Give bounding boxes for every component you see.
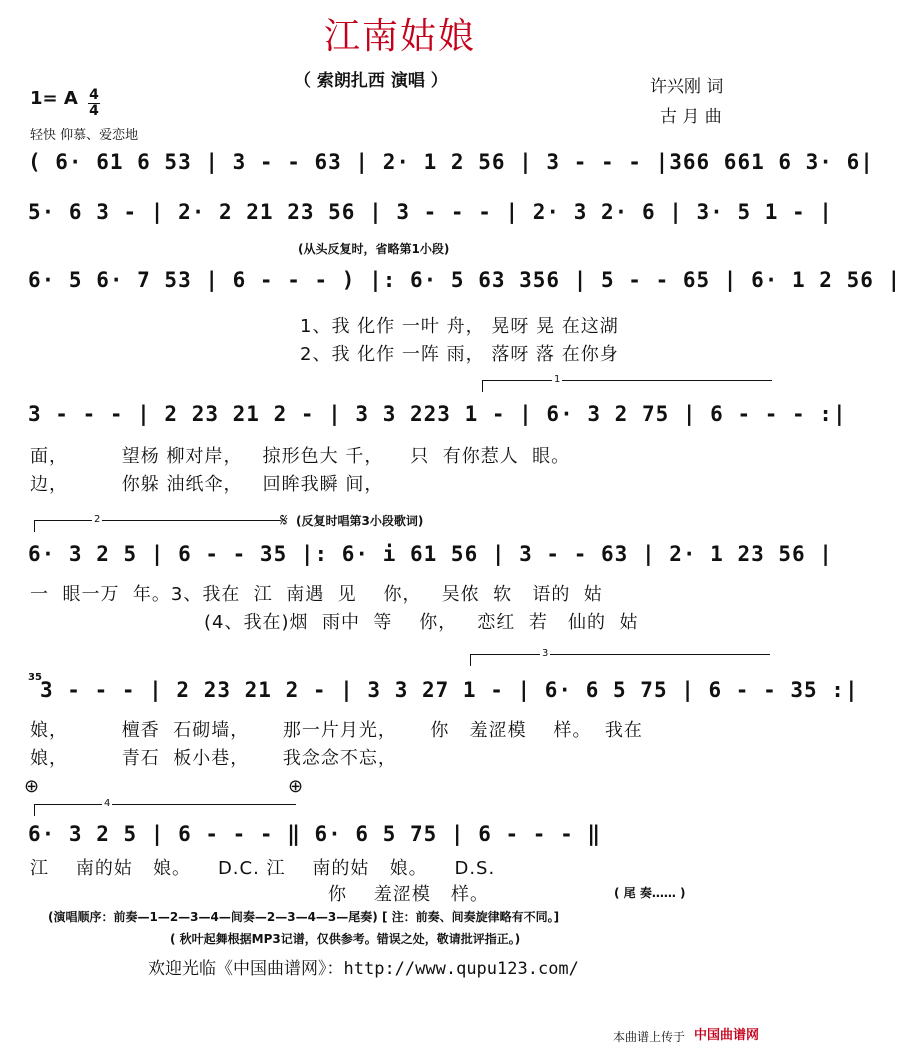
singing-order: (演唱顺序：前奏—1—2—3—4—间奏—2—3—4—3—尾奏) [ 注：前奏、间奏旋律略有不同。] [48,910,560,924]
notation-row-3: 6· 5 6· 7 53 | 6 - - - ) |: 6· 5 63 356 | 5 - - 65 | 6· 1 2 56 | [28,268,901,292]
site-logo: 中国曲谱网 [694,1028,760,1043]
notation-row-7: 6· 3 2 5 | 6 - - - ‖ 6· 6 5 75 | 6 - - - ‖ [28,822,602,846]
lyrics-row-7a: 江 南的姑 娘。 D.C. 江 南的姑 娘。 D.S. [30,858,496,879]
notation-row-4: 3 - - - | 2 23 21 2 - | 3 3 223 1 - | 6· 3 2 75 | 6 - - - :| [28,402,847,426]
notation-row-6: 3 - - - | 2 23 21 2 - | 3 3 27 1 - | 6· 6 5 75 | 6 - - 35 :| [40,678,859,702]
welcome-line: 欢迎光临《中国曲谱网》：http://www.qupu123.com/ [148,959,579,979]
repeat-note-1: (从头反复时，省略第1小段) [298,242,450,256]
lyrics-verse-1: 1、我 化作 一叶 舟， 晃呀 晃 在这湖 [300,316,619,337]
volta-2-bracket [34,520,280,521]
lyricist: 许兴刚 词 [650,77,724,97]
volta-1-tick [482,380,483,392]
notation-row-2: 5· 6 3 - | 2· 2 21 23 56 | 3 - - - | 2· 3 2· 6 | 3· 5 1 - | [28,200,833,224]
coda-sign-left: ⊕ [24,776,40,797]
volta-4-bracket [34,804,296,805]
grace-note: 35 [28,672,42,683]
lyrics-verse-2: 2、我 化作 一阵 雨， 落呀 落 在你身 [300,344,619,365]
notation-row-5: 6· 3 2 5 | 6 - - 35 |: 6· i 61 56 | 3 - - 63 | 2· 1 23 56 | [28,542,833,566]
lyrics-row-4a: 面， 望杨 柳对岸， 掠形色大 千， 只 有你惹人 眼。 [30,446,571,467]
volta-1-bracket [482,380,772,381]
tempo-marking: 轻快 仰慕、爱恋地 [30,128,139,143]
volta-4-tick [34,804,35,816]
volta-3-number: 3 [542,648,549,659]
volta-1-number: 1 [554,374,561,385]
song-title: 江南姑娘 [323,16,476,57]
volta-3-tick [470,654,471,666]
outro-note: ( 尾 奏…… ) [614,886,686,900]
performer: （ 索朗扎西 演唱 ） [294,71,448,91]
volta-2-tick [34,520,35,532]
time-sig-bottom: 4 [89,103,99,119]
uploaded-at-label: 本曲谱上传于 [613,1030,686,1044]
volta-4-number: 4 [104,798,111,809]
volta-2-number: 2 [94,514,101,525]
repeat-note-2: (反复时唱第3小段歌词) [296,514,424,528]
notation-row-1: ( 6· 61 6 53 | 3 - - 63 | 2· 1 2 56 | 3 - - - |366 661 6 3· 6| [28,150,874,174]
transcriber-credit: ( 秋叶起舞根据MP3记谱，仅供参考。错误之处，敬请批评指正。) [170,932,521,946]
segno-sign: 𝄋 [280,510,288,531]
lyrics-row-5b: (4、我在)烟 雨中 等 你， 恋红 若 仙的 姑 [204,612,639,633]
lyrics-row-5a: 一 眼一万 年。3、我在 江 南遇 见 你， 吴侬 软 语的 姑 [30,584,603,605]
lyrics-row-7b: 你 羞涩模 样。 [328,884,490,905]
time-sig-top: 4 [89,87,99,103]
key-signature: 1= A [30,88,78,109]
composer: 古 月 曲 [660,107,722,127]
lyrics-row-6b: 娘， 青石 板小巷， 我念念不忘， [30,748,397,769]
volta-3-bracket [470,654,770,655]
lyrics-row-6a: 娘， 檀香 石砌墙， 那一片月光， 你 羞涩模 样。 我在 [30,720,643,741]
coda-sign-right: ⊕ [288,776,304,797]
lyrics-row-4b: 边， 你躲 油纸伞， 回眸我瞬 间， [30,474,384,495]
time-signature [88,88,100,119]
